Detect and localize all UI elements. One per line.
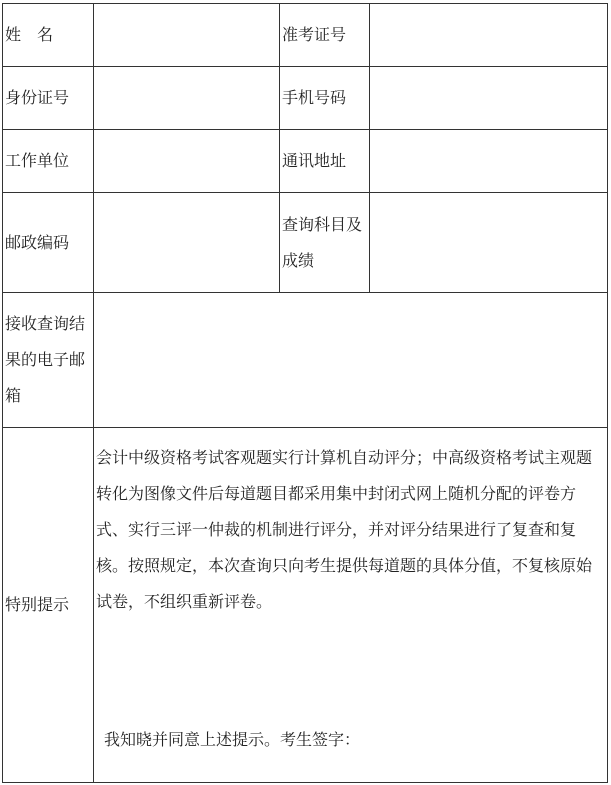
query-form-table bbox=[2, 3, 608, 783]
exam-id-field[interactable] bbox=[370, 4, 608, 67]
employer-label: 工作单位 bbox=[3, 130, 94, 193]
agreement-signature-line: 我知晓并同意上述提示。考生签字： bbox=[104, 730, 361, 749]
notice-label: 特别提示 bbox=[3, 428, 94, 783]
name-label: 姓 名 bbox=[3, 4, 94, 67]
phone-label: 手机号码 bbox=[280, 67, 370, 130]
id-number-label: 身份证号 bbox=[3, 67, 94, 130]
email-field[interactable] bbox=[94, 293, 608, 428]
id-number-field[interactable] bbox=[94, 67, 280, 130]
postal-field[interactable] bbox=[94, 193, 280, 293]
notice-text: 会计中级资格考试客观题实行计算机自动评分；中高级资格考试主观题转化为图像文件后每道题目都采用集中封闭式网上随机分配的评卷方式、实行三评一仲裁的机制进行评分，并对评分结果进行了复查和复核。按照规定，本次查询只向考生提供每道题的具体分值，不复核原始试卷，不组织重新评卷。 bbox=[96, 448, 593, 611]
phone-field[interactable] bbox=[370, 67, 608, 130]
address-label: 通讯地址 bbox=[280, 130, 370, 193]
employer-field[interactable] bbox=[94, 130, 280, 193]
notice-cell bbox=[94, 428, 608, 783]
email-label: 接收查询结果的电子邮箱 bbox=[3, 293, 94, 428]
name-field[interactable] bbox=[94, 4, 280, 67]
exam-id-label: 准考证号 bbox=[280, 4, 370, 67]
query-subject-label: 查询科目及成绩 bbox=[280, 193, 370, 293]
query-subject-field[interactable] bbox=[370, 193, 608, 293]
address-field[interactable] bbox=[370, 130, 608, 193]
postal-label: 邮政编码 bbox=[3, 193, 94, 293]
